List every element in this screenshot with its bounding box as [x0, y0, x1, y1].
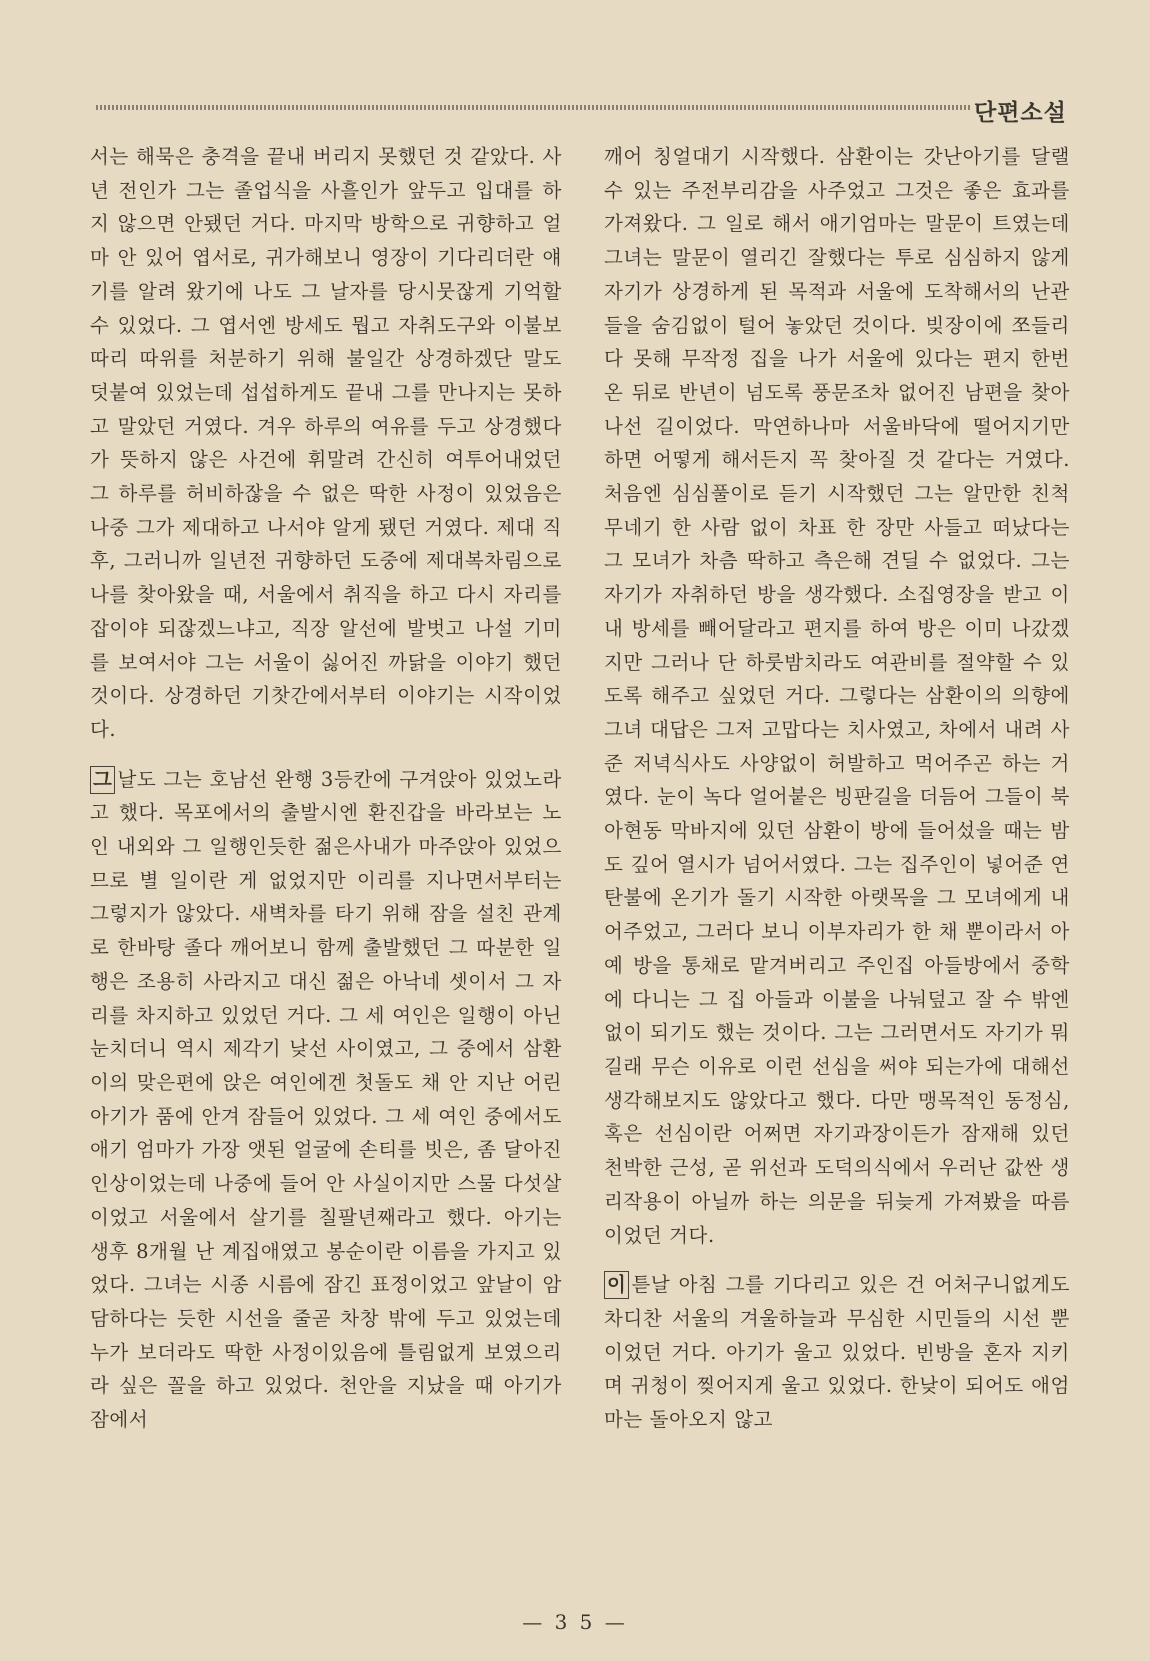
left-column: [90, 140, 562, 1437]
paragraph: [90, 763, 562, 1437]
header-rule: [96, 105, 972, 110]
section-title: 단편소설: [974, 100, 1067, 126]
page-number: — 3 5 —: [522, 1610, 628, 1634]
paragraph: 깨어 칭얼대기 시작했다. 삼환이는 갓난아기를 달랠 수 있는 주전부리감을 사주었고 그것은 좋은 효과를 가져왔다. 그 일로 해서 애기엄마는 말문이 트였는데 그녀는 말문이 열리긴 잘했다는 투로 심심하지 않게 자기가 상경하게 된 목적과 서울에 도착해서의 난관들을 숨김없이 털어 놓았던 것이다. 빚장이에 쪼들리다 못해 무작정 집을 나가 서울에 있다는 편지 한번 온 뒤로 반년이 넘도록 풍문조차 없어진 남편을 찾아나선 길이었다. 막연하나마 서울바닥에 떨어지기만 하면 어떻게 해서든지 꼭 찾아질 것 같다는 거였다. 처음엔 심심풀이로 듣기 시작했던 그는 알만한 친척 무네기 한 사람 없이 차표 한 장만 사들고 떠났다는 그 모녀가 차츰 딱하고 측은해 견딜 수 없었다. 그는 자기가 자취하던 방을 생각했다. 소집영장을 받고 이내 방세를 빼어달라고 편지를 하여 방은 이미 나갔겠지만 그러나 단 하룻밤치라도 여관비를 절약할 수 있도록 해주고 싶었던 거다. 그렇다는 삼환이의 의향에 그녀 대답은 그저 고맙다는 치사였고, 차에서 내려 사준 저녁식사도 사양없이 허발하고 먹어주곤 하는 거였다. 눈이 녹다 얼어붙은 빙판길을 더듬어 그들이 북아현동 막바지에 있던 삼환이 방에 들어섰을 때는 밤도 깊어 열시가 넘어서였다. 그는 집주인이 넣어준 연탄불에 온기가 돌기 시작한 아랫목을 그 모녀에게 내어주었고, 그러다 보니 이부자리가 한 채 뿐이라서 아예 방을 통채로 맡겨버리고 주인집 아들방에서 중학에 다니는 그 집 아들과 이불을 나눠덮고 잘 수 밖엔 없이 되기도 했는 것이다. 그는 그러면서도 자기가 뭐길래 무슨 이유로 이런 선심을 써야 되는가에 대해선 생각해보지도 않았다고 했다. 다만 맹목적인 동정심, 혹은 선심이란 어쩌면 자기과장이든가 잠재해 있던 천박한 근성, 곧 위선과 도덕의식에서 우러난 값싼 생리작용이 아닐까 하는 의문을 뒤늦게 가져봤을 따름이었던 거다.: [604, 145, 1070, 1247]
paragraph: [604, 1268, 1070, 1437]
right-column: [604, 140, 1070, 1437]
paragraph: 서는 해묵은 충격을 끝내 버리지 못했던 것 같았다. 사년 전인가 그는 졸업식을 사흘인가 앞두고 입대를 하지 않으면 안됐던 거다. 마지막 방학으로 귀향하고 얼마 안 있어 엽서로, 귀가해보니 영장이 기다리더란 얘기를 알려 왔기에 나도 그 날자를 당시뭇잖게 기억할 수 있었다. 그 엽서엔 방세도 뭡고 자취도구와 이불보따리 따위를 처분하기 위해 불일간 상경하겠단 말도 덧붙여 있었는데 섭섭하게도 끝내 그를 만나지는 못하고 말았던 거였다. 겨우 하루의 여유를 두고 상경했다가 뜻하지 않은 사건에 휘말려 간신히 여투어내었던 그 하루를 허비하잖을 수 없은 딱한 사정이 있었음은 나중 그가 제대하고 나서야 알게 됐던 거였다. 제대 직후, 그러니까 일년전 귀향하던 도중에 제대복차림으로 나를 찾아왔을 때, 서울에서 취직을 하고 다시 자리를 잡이야 되잖겠느냐고, 직장 알선에 발벗고 나설 기미를 보여서야 그는 서울이 싫어진 까닭을 이야기 했던 것이다. 상경하던 기찻간에서부터 이야기는 시작이었다.: [90, 145, 562, 741]
paragraph-text: 튿날 아침 그를 기다리고 있은 건 어처구니없게도 차디찬 서울의 겨울하늘과 무심한 시민들의 시선 뿐이었던 거다. 아기가 울고 있었다. 빈방을 혼자 지키며 귀청이 찢어지게 울고 있었다. 한낮이 되어도 애엄마는 돌아오지 않고: [604, 1273, 1070, 1432]
paragraph-text: 날도 그는 호남선 완행 3등칸에 구겨앉아 있었노라고 했다. 목포에서의 출발시엔 환진갑을 바라보는 노인 내외와 그 일행인듯한 젊은사내가 마주앉아 있었으므로 별 일이란 게 없었지만 이리를 지나면서부터는 그렇지가 않았다. 새벽차를 타기 위해 잠을 설친 관계로 한바탕 졸다 깨어보니 함께 출발했던 그 따분한 일행은 조용히 사라지고 대신 젊은 아낙네 셋이서 그 자리를 차지하고 있었던 거다. 그 세 여인은 일행이 아닌 눈치더니 역시 제각기 낮선 사이였고, 그 중에서 삼환이의 맞은편에 앉은 여인에겐 첫돌도 채 안 지난 어린 아기가 품에 안겨 잠들어 있었다. 그 세 여인 중에서도 애기 엄마가 가장 앳된 얼굴에 손티를 빗은, 좀 달아진 인상이었는데 나중에 들어 안 사실이지만 스물 다섯살이었고 서울에서 살기를 칠팔년째라고 했다. 아기는 생후 8개월 난 계집애였고 봉순이란 이름을 가지고 있었다. 그녀는 시종 시름에 잠긴 표정이었고 앞날이 암담하다는 듯한 시선을 줄곧 차창 밖에 두고 있었는데 누가 보더라도 딱한 사정이있음에 틀림없게 보였으리라 싶은 꼴을 하고 있었다. 천안을 지났을 때 아기가 잠에서: [90, 767, 562, 1432]
drop-cap: 그: [90, 766, 115, 794]
drop-cap: 이: [604, 1271, 629, 1299]
